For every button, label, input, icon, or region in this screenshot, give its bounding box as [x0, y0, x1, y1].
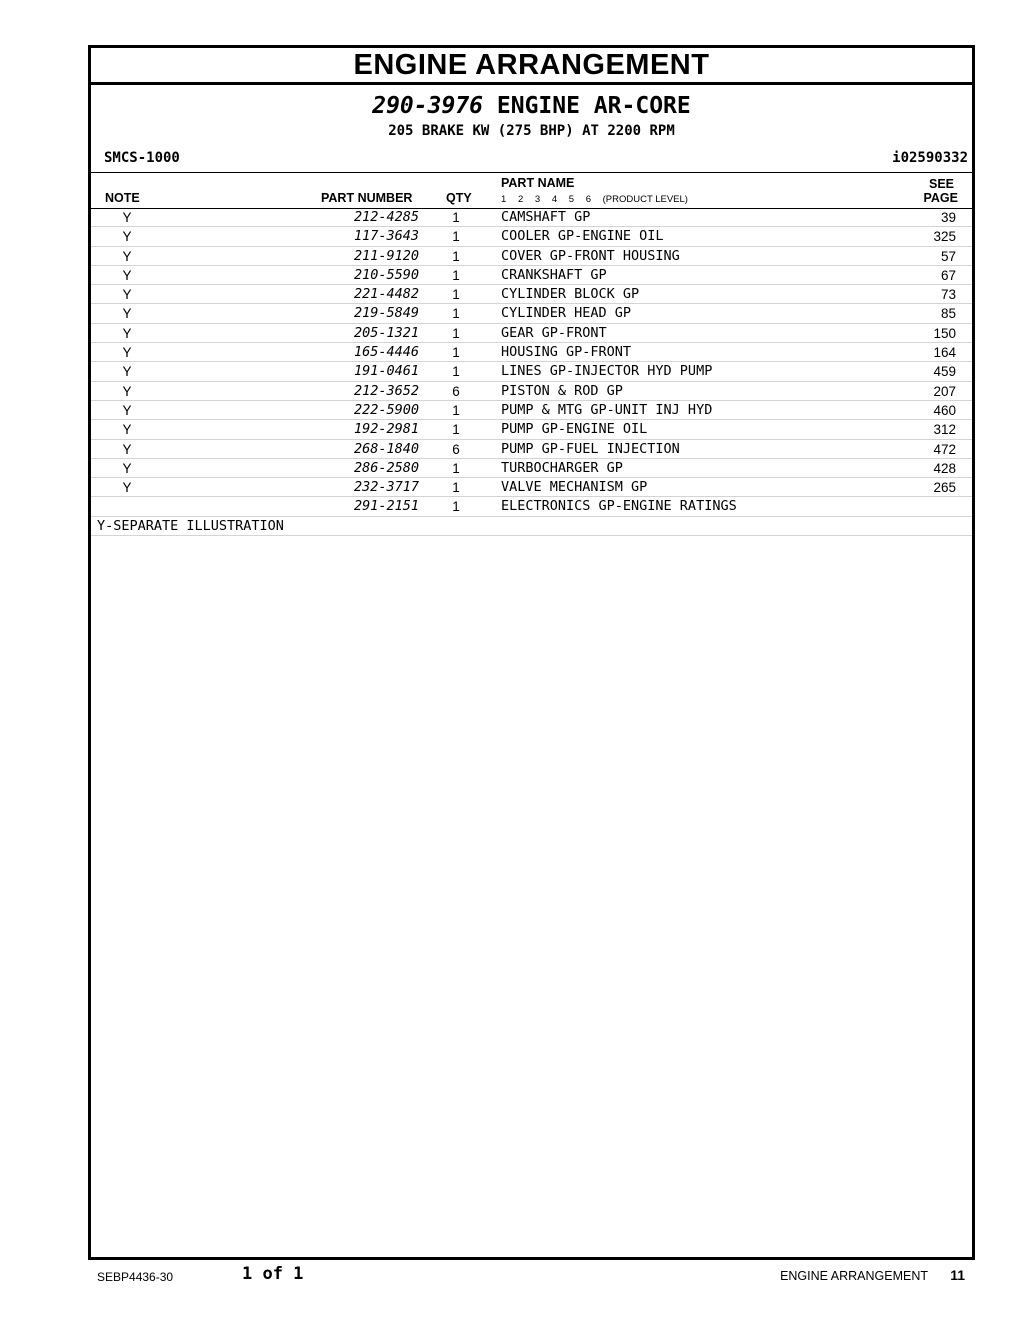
assembly-part-name: ENGINE AR-CORE [496, 93, 691, 119]
table-row [91, 266, 972, 285]
table-row [91, 285, 972, 304]
see-page-cell[interactable]: 207 [933, 383, 956, 399]
note-cell: Y [122, 364, 132, 380]
note-cell: Y [122, 402, 132, 418]
level-label: 2 [517, 194, 524, 205]
table-row [91, 401, 972, 420]
level-label: 4 [551, 194, 558, 205]
part-number-cell[interactable]: 192-2981 [353, 421, 419, 438]
table-row [91, 440, 972, 459]
part-name-cell: TURBOCHARGER GP [501, 459, 623, 476]
column-header-part-name: PART NAME [501, 176, 575, 190]
part-name-cell: LINES GP-INJECTOR HYD PUMP [501, 363, 713, 380]
see-page-cell[interactable]: 472 [933, 441, 956, 457]
note-cell: Y [122, 383, 132, 399]
parts-table [91, 208, 972, 536]
part-name-cell: COVER GP-FRONT HOUSING [501, 247, 680, 264]
part-number-cell[interactable]: 210-5590 [353, 266, 419, 283]
column-header-see: SEE [928, 177, 954, 191]
table-row [91, 459, 972, 478]
note-cell: Y [122, 267, 132, 283]
part-number-cell[interactable]: 117-3643 [353, 228, 419, 245]
assembly-title [91, 93, 972, 119]
part-name-cell: HOUSING GP-FRONT [501, 344, 632, 361]
see-page-cell[interactable]: 73 [940, 287, 956, 303]
see-page-cell[interactable]: 428 [933, 460, 956, 476]
see-page-cell[interactable]: 460 [933, 402, 956, 418]
header-divider [91, 172, 972, 173]
part-name-cell: CYLINDER HEAD GP [501, 305, 632, 322]
qty-cell: 1 [452, 480, 460, 496]
part-number-cell[interactable]: 232-3717 [353, 479, 419, 496]
qty-cell: 1 [452, 460, 460, 476]
see-page-cell[interactable]: 459 [933, 364, 956, 380]
table-row [91, 227, 972, 246]
qty-cell: 1 [452, 402, 460, 418]
note-cell: Y [122, 306, 132, 322]
see-page-cell[interactable]: 67 [940, 267, 956, 283]
level-label: 5 [568, 194, 575, 205]
title-band [91, 48, 972, 85]
page-title: ENGINE ARRANGEMENT [353, 49, 710, 81]
part-number-cell[interactable]: 219-5849 [353, 305, 419, 322]
part-name-cell: GEAR GP-FRONT [501, 324, 607, 341]
part-name-cell: CYLINDER BLOCK GP [501, 286, 640, 303]
page-count: 1 of 1 [242, 1264, 304, 1284]
part-number-cell[interactable]: 286-2580 [353, 459, 419, 476]
table-row [91, 247, 972, 266]
table-row [91, 304, 972, 323]
footnote-row [91, 517, 972, 536]
column-header-qty: QTY [446, 191, 472, 205]
table-row [91, 420, 972, 439]
page-number: 11 [950, 1267, 965, 1283]
part-name-cell: VALVE MECHANISM GP [501, 479, 648, 496]
see-page-cell[interactable]: 164 [933, 345, 956, 361]
see-page-cell[interactable]: 265 [933, 480, 956, 496]
level-label: 3 [534, 194, 541, 205]
table-row [91, 497, 972, 516]
see-page-cell[interactable]: 312 [933, 422, 956, 438]
assembly-part-number: 290-3976 [372, 93, 484, 119]
document-number: SEBP4436-30 [97, 1270, 174, 1284]
table-row [91, 208, 972, 227]
see-page-cell[interactable]: 325 [933, 229, 956, 245]
qty-cell: 1 [452, 499, 460, 515]
part-name-cell: CRANKSHAFT GP [501, 266, 607, 283]
note-cell: Y [122, 325, 132, 341]
illustration-id: i02590332 [892, 150, 968, 166]
note-cell: Y [122, 287, 132, 303]
note-cell: Y [122, 480, 132, 496]
table-row [91, 362, 972, 381]
footnote-text: Y-SEPARATE ILLUSTRATION [97, 517, 284, 534]
part-name-cell: COOLER GP-ENGINE OIL [501, 228, 664, 245]
see-page-cell[interactable]: 85 [940, 306, 956, 322]
page-frame [88, 45, 975, 1260]
note-cell: Y [122, 248, 132, 264]
part-name-cell: PISTON & ROD GP [501, 382, 623, 399]
part-number-cell[interactable]: 211-9120 [353, 247, 419, 264]
note-cell: Y [122, 441, 132, 457]
qty-cell: 6 [452, 383, 460, 399]
part-number-cell[interactable]: 205-1321 [353, 324, 419, 341]
part-name-cell: CAMSHAFT GP [501, 209, 591, 225]
qty-cell: 1 [452, 248, 460, 264]
qty-cell: 1 [452, 287, 460, 303]
level-label: 6 [585, 194, 591, 205]
see-page-cell[interactable]: 39 [940, 210, 956, 225]
part-number-cell[interactable]: 212-3652 [353, 382, 419, 399]
part-number-cell[interactable]: 222-5900 [353, 401, 419, 418]
qty-cell: 1 [452, 422, 460, 438]
column-header-note: NOTE [105, 191, 140, 205]
level-label: 1 [501, 194, 507, 205]
table-row [91, 382, 972, 401]
see-page-cell[interactable]: 57 [940, 248, 956, 264]
note-cell: Y [122, 345, 132, 361]
note-cell: Y [122, 210, 132, 225]
qty-cell: 6 [452, 441, 460, 457]
part-number-cell[interactable]: 165-4446 [353, 344, 419, 361]
part-number-cell[interactable]: 221-4482 [353, 286, 419, 303]
part-name-cell: ELECTRONICS GP-ENGINE RATINGS [501, 498, 737, 515]
part-name-cell: PUMP GP-FUEL INJECTION [501, 440, 680, 457]
part-name-cell: PUMP GP-ENGINE OIL [501, 421, 648, 438]
part-number-cell[interactable]: 191-0461 [353, 363, 419, 380]
part-number-cell[interactable]: 268-1840 [353, 440, 419, 457]
note-cell: Y [122, 422, 132, 438]
qty-cell: 1 [452, 364, 460, 380]
product-level-label: (PRODUCT LEVEL) [602, 194, 688, 205]
column-header-part-number: PART NUMBER [321, 191, 413, 205]
qty-cell: 1 [452, 229, 460, 245]
part-number-cell[interactable]: 291-2151 [353, 498, 419, 515]
note-cell: Y [122, 460, 132, 476]
qty-cell: 1 [452, 306, 460, 322]
table-row [91, 343, 972, 362]
engine-rating: 205 BRAKE KW (275 BHP) AT 2200 RPM [388, 123, 675, 139]
see-page-cell[interactable]: 150 [933, 325, 956, 341]
qty-cell: 1 [452, 267, 460, 283]
footer-section-title: ENGINE ARRANGEMENT [780, 1269, 928, 1283]
table-row [91, 324, 972, 343]
column-header-page: PAGE [923, 191, 958, 205]
table-row [91, 478, 972, 497]
qty-cell: 1 [452, 210, 460, 225]
product-levels [501, 194, 697, 205]
part-number-cell[interactable]: 212-4285 [353, 209, 419, 225]
qty-cell: 1 [452, 345, 460, 361]
smcs-code: SMCS-1000 [104, 150, 180, 166]
note-cell: Y [122, 229, 132, 245]
part-name-cell: PUMP & MTG GP-UNIT INJ HYD [501, 401, 713, 418]
qty-cell: 1 [452, 325, 460, 341]
